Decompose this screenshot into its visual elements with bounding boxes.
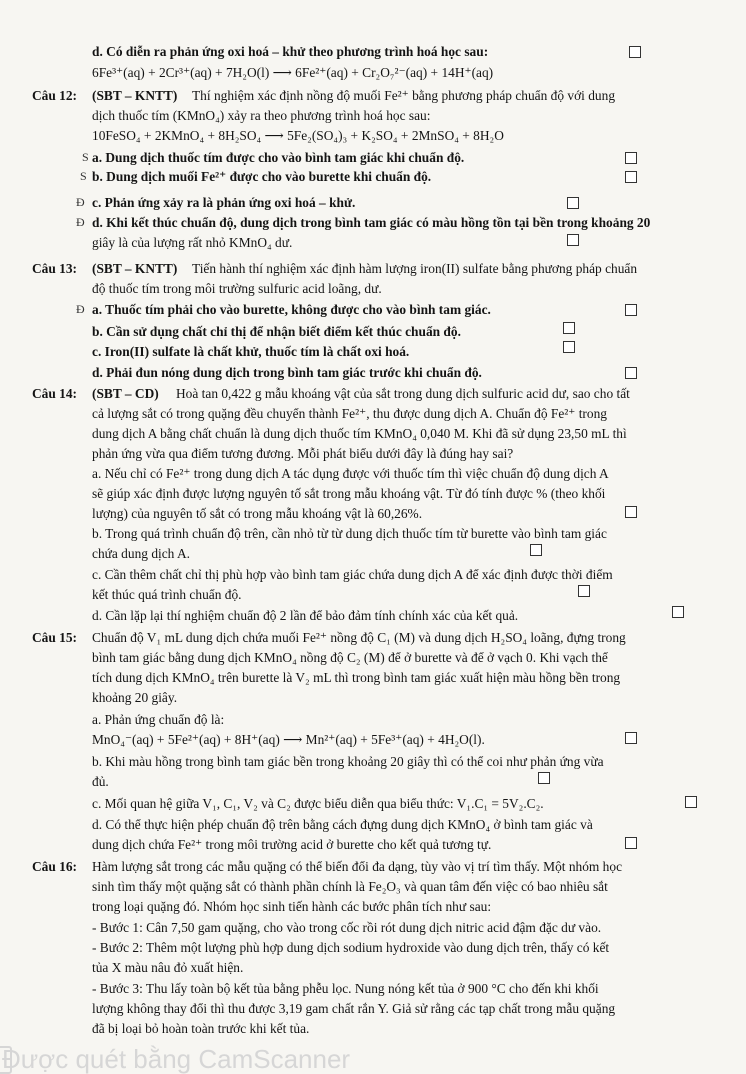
- answer-checkbox[interactable]: [625, 367, 637, 379]
- q14-statement-a: a. Nếu chỉ có Fe²⁺ trong dung dịch A tác dụng được với thuốc tím thì việc chuẩn độ dung dịch A: [92, 466, 609, 481]
- q14-statement-c-cont: kết thúc quá trình chuẩn độ.: [92, 587, 242, 602]
- q11-d-equation: 6Fe³⁺(aq) + 2Cr³⁺(aq) + 7H₂O(l) ⟶ 6Fe²⁺(aq) + Cr₂O₇²⁻(aq) + 14H⁺(aq): [92, 65, 494, 80]
- q14-statement-c: c. Cần thêm chất chỉ thị phù hợp vào bình tam giác chứa dung dịch A để xác định được thời điểm: [92, 567, 613, 582]
- margin-mark: Đ: [76, 302, 85, 316]
- q14-stem-line: cả lượng sắt có trong quặng đều chuyển thành Fe²⁺, thu được dung dịch A. Chuẩn độ Fe²⁺ trong: [92, 406, 607, 421]
- q13-statement-b: b. Cần sử dụng chất chỉ thị để nhận biết điểm kết thúc chuẩn độ.: [92, 324, 461, 339]
- q15-statement-a: a. Phản ứng chuẩn độ là:: [92, 712, 225, 727]
- q15-statement-d-cont: dung dịch chứa Fe²⁺ trong môi trường acid ở burette cho kết quả tương tự.: [92, 837, 492, 852]
- q15-stem-line: tích dung dịch KMnO₄ trên burette là V₂ mL thì trong bình tam giác xuất hiện màu hồng bền trong: [92, 670, 621, 685]
- answer-checkbox[interactable]: [625, 171, 637, 183]
- q15-label: Câu 15:: [32, 630, 78, 645]
- answer-checkbox[interactable]: [629, 46, 641, 58]
- q13-label: Câu 13:: [32, 261, 78, 276]
- answer-checkbox[interactable]: [530, 544, 542, 556]
- q14-statement-d: d. Cần lặp lại thí nghiệm chuẩn độ 2 lần để bảo đảm tính chính xác của kết quả.: [92, 608, 519, 623]
- q14-statement-a-cont: lượng) của nguyên tố sắt có trong mẫu khoáng vật là 60,26%.: [92, 506, 423, 521]
- margin-mark: Đ: [76, 195, 85, 209]
- q14-stem-line: dung dịch A bằng chất chuẩn là dung dịch thuốc tím KMnO₄ 0,040 M. Khi đã sử dụng 23,50 mL thì: [92, 426, 627, 441]
- answer-checkbox[interactable]: [625, 304, 637, 316]
- answer-checkbox[interactable]: [685, 796, 697, 808]
- q13-statement-a: a. Thuốc tím phải cho vào burette, không được cho vào bình tam giác.: [92, 302, 491, 317]
- q16-stem-line: Hàm lượng sắt trong các mẫu quặng có thể biến đổi đa dạng, tùy vào vị trí tìm thấy. Một nhóm học: [92, 859, 623, 874]
- q12-stem-line: dịch thuốc tím (KMnO₄) xảy ra theo phương trình hoá học sau:: [92, 108, 431, 123]
- answer-checkbox[interactable]: [567, 197, 579, 209]
- q15-stem-line: bình tam giác bằng dung dịch KMnO₄ nồng độ C₂ (M) để ở burette và để ở vạch 0. Khi vạch thể: [92, 650, 608, 665]
- q16-step-3: - Bước 3: Thu lấy toàn bộ kết tủa bằng phễu lọc. Nung nóng kết tủa ở 900 °C cho đến khi khối: [92, 981, 599, 996]
- answer-checkbox[interactable]: [567, 234, 579, 246]
- q13-stem-line: Tiến hành thí nghiệm xác định hàm lượng iron(II) sulfate bằng phương pháp chuẩn: [192, 261, 638, 276]
- q13-tag: (SBT – KNTT): [92, 261, 178, 276]
- answer-checkbox[interactable]: [563, 341, 575, 353]
- camscanner-watermark: Được quét bằng CamScanner: [2, 1044, 351, 1074]
- q14-statement-b: b. Trong quá trình chuẩn độ trên, cần nhỏ từ từ dung dịch thuốc tím từ burette vào bình tam giác: [92, 526, 607, 541]
- q15-equation: MnO₄⁻(aq) + 5Fe²⁺(aq) + 8H⁺(aq) ⟶ Mn²⁺(aq) + 5Fe³⁺(aq) + 4H₂O(l).: [92, 732, 485, 747]
- answer-checkbox[interactable]: [625, 152, 637, 164]
- q16-step-3-cont: lượng không thay đổi thì thu được 3,19 gam chất rắn Y. Giả sử rằng các tạp chất trong mẫu quặng: [92, 1001, 616, 1016]
- q15-statement-b-cont: đủ.: [92, 774, 109, 789]
- q13-statement-c: c. Iron(II) sulfate là chất khử, thuốc tím là chất oxi hoá.: [92, 344, 410, 359]
- answer-checkbox[interactable]: [563, 322, 575, 334]
- answer-checkbox[interactable]: [625, 506, 637, 518]
- q12-statement-d-cont: giây là của lượng rất nhỏ KMnO₄ dư.: [92, 235, 293, 250]
- q16-step-3-cont: đã bị loại bỏ hoàn toàn trước khi kết tủa.: [92, 1021, 310, 1036]
- answer-checkbox[interactable]: [625, 837, 637, 849]
- q16-step-1: - Bước 1: Cân 7,50 gam quặng, cho vào trong cốc rồi rót dung dịch nitric acid đậm đặc dư vào.: [92, 920, 602, 935]
- q14-statement-b-cont: chứa dung dịch A.: [92, 546, 190, 561]
- q16-label: Câu 16:: [32, 859, 78, 874]
- q14-statement-a-cont: sẽ giúp xác định được lượng nguyên tố sắt trong mẫu khoáng vật. Từ đó tính được % (theo khối: [92, 486, 606, 501]
- q16-stem-line: sinh tìm thấy một quặng sắt có thành phần chính là Fe₂O₃ và quan tâm đến việc có bao nhiêu sắt: [92, 879, 608, 894]
- q12-statement-b: b. Dung dịch muối Fe²⁺ được cho vào burette khi chuẩn độ.: [92, 169, 432, 184]
- q14-tag: (SBT – CD): [92, 386, 159, 401]
- margin-mark: S: [80, 169, 87, 183]
- q15-stem-line: Chuẩn độ V₁ mL dung dịch chứa muối Fe²⁺ nồng độ C₁ (M) và dung dịch H₂SO₄ loãng, đựng trong: [92, 630, 626, 645]
- q12-label: Câu 12:: [32, 88, 78, 103]
- q14-stem-line: Hoà tan 0,422 g mẫu khoáng vật của sắt trong dung dịch sulfuric acid dư, sao cho tất: [176, 386, 630, 401]
- q14-stem-line: phản ứng vừa qua điểm tương đương. Mỗi phát biểu dưới đây là đúng hay sai?: [92, 446, 514, 461]
- q12-statement-d: d. Khi kết thúc chuẩn độ, dung dịch trong bình tam giác có màu hồng tồn tại bền trong khoảng 20: [92, 215, 651, 230]
- q12-statement-a: a. Dung dịch thuốc tím được cho vào bình tam giác khi chuẩn độ.: [92, 150, 465, 165]
- answer-checkbox[interactable]: [578, 585, 590, 597]
- q13-stem-line: độ thuốc tím trong môi trường sulfuric acid loãng, dư.: [92, 281, 382, 296]
- q14-label: Câu 14:: [32, 386, 78, 401]
- q12-equation: 10FeSO₄ + 2KMnO₄ + 8H₂SO₄ ⟶ 5Fe₂(SO₄)₃ + K₂SO₄ + 2MnSO₄ + 8H₂O: [92, 128, 504, 143]
- q12-stem-line: Thí nghiệm xác định nồng độ muối Fe²⁺ bằng phương pháp chuẩn độ với dung: [192, 88, 616, 103]
- answer-checkbox[interactable]: [625, 732, 637, 744]
- margin-mark: S: [82, 150, 89, 164]
- answer-checkbox[interactable]: [672, 606, 684, 618]
- q16-step-2: - Bước 2: Thêm một lượng phù hợp dung dịch sodium hydroxide vào dung dịch trên, thấy có kết: [92, 940, 610, 955]
- margin-mark: Đ: [76, 215, 85, 229]
- q15-stem-line: khoảng 20 giây.: [92, 690, 178, 705]
- q13-statement-d: d. Phải đun nóng dung dịch trong bình tam giác trước khi chuẩn độ.: [92, 365, 482, 380]
- q15-statement-d: d. Có thể thực hiện phép chuẩn độ trên bằng cách đựng dung dịch KMnO₄ ở bình tam giác và: [92, 817, 593, 832]
- q11-d-statement: d. Có diễn ra phản ứng oxi hoá – khử theo phương trình hoá học sau:: [92, 44, 489, 59]
- q16-stem-line: trong loại quặng đó. Nhóm học sinh tiến hành các bước phân tích như sau:: [92, 899, 492, 914]
- q16-step-2-cont: tủa X màu nâu đỏ xuất hiện.: [92, 960, 244, 975]
- answer-checkbox[interactable]: [538, 772, 550, 784]
- q15-statement-c: c. Mối quan hệ giữa V₁, C₁, V₂ và C₂ được biểu diễn qua biểu thức: V₁.C₁ = 5V₂.C₂.: [92, 796, 544, 811]
- q15-statement-b: b. Khi màu hồng trong bình tam giác bền trong khoảng 20 giây thì có thể coi như phản ứng vừa: [92, 754, 604, 769]
- q12-statement-c: c. Phản ứng xảy ra là phản ứng oxi hoá – khử.: [92, 195, 356, 210]
- q12-tag: (SBT – KNTT): [92, 88, 178, 103]
